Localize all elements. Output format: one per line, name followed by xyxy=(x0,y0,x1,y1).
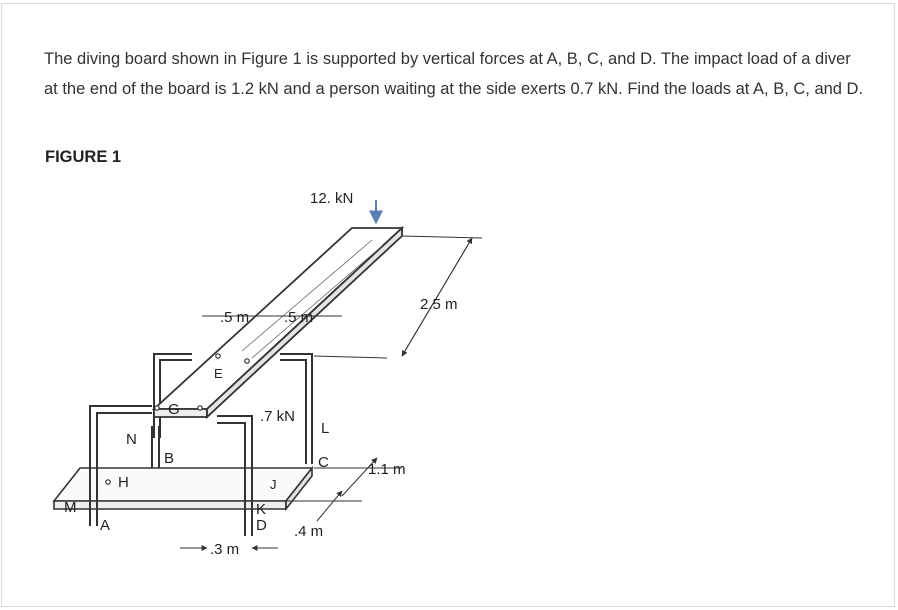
content-card xyxy=(1,3,895,607)
label-point-d: D xyxy=(256,517,267,534)
label-point-e: E xyxy=(214,366,223,381)
label-dim-a: .5 m xyxy=(220,309,250,326)
diving-board xyxy=(154,228,402,417)
label-point-m: M xyxy=(64,499,77,516)
label-end-load: 12. kN xyxy=(310,190,354,207)
problem-statement: The diving board shown in Figure 1 is supported by vertical forces at A, B, C, and D. The impact load of a diver at the end of the board is 1.2 kN and a person waiting at the side exerts 0.7 kN. Find the loads at A, B, C, and D. xyxy=(44,50,864,98)
label-dim-b: .5 m xyxy=(284,309,314,326)
label-point-n: N xyxy=(126,431,137,448)
diving-board-figure xyxy=(42,176,492,576)
label-point-j: J xyxy=(270,477,277,492)
label-dim-width: 2.5 m xyxy=(420,296,458,313)
label-dim-front: .3 m xyxy=(210,541,240,558)
diving-board-drawing xyxy=(42,176,492,576)
label-side-load: .7 kN xyxy=(260,408,296,425)
label-point-a: A xyxy=(100,517,111,534)
figure-heading: FIGURE 1 xyxy=(45,148,122,166)
label-point-b: B xyxy=(164,450,175,467)
label-point-l: L xyxy=(321,420,330,437)
label-dim-depth: 1.1 m xyxy=(368,461,406,478)
label-point-k: K xyxy=(256,501,267,518)
label-point-h: H xyxy=(118,474,129,491)
label-point-g: G xyxy=(168,401,180,418)
label-dim-side: .4 m xyxy=(294,523,324,540)
label-point-c: C xyxy=(318,454,329,471)
